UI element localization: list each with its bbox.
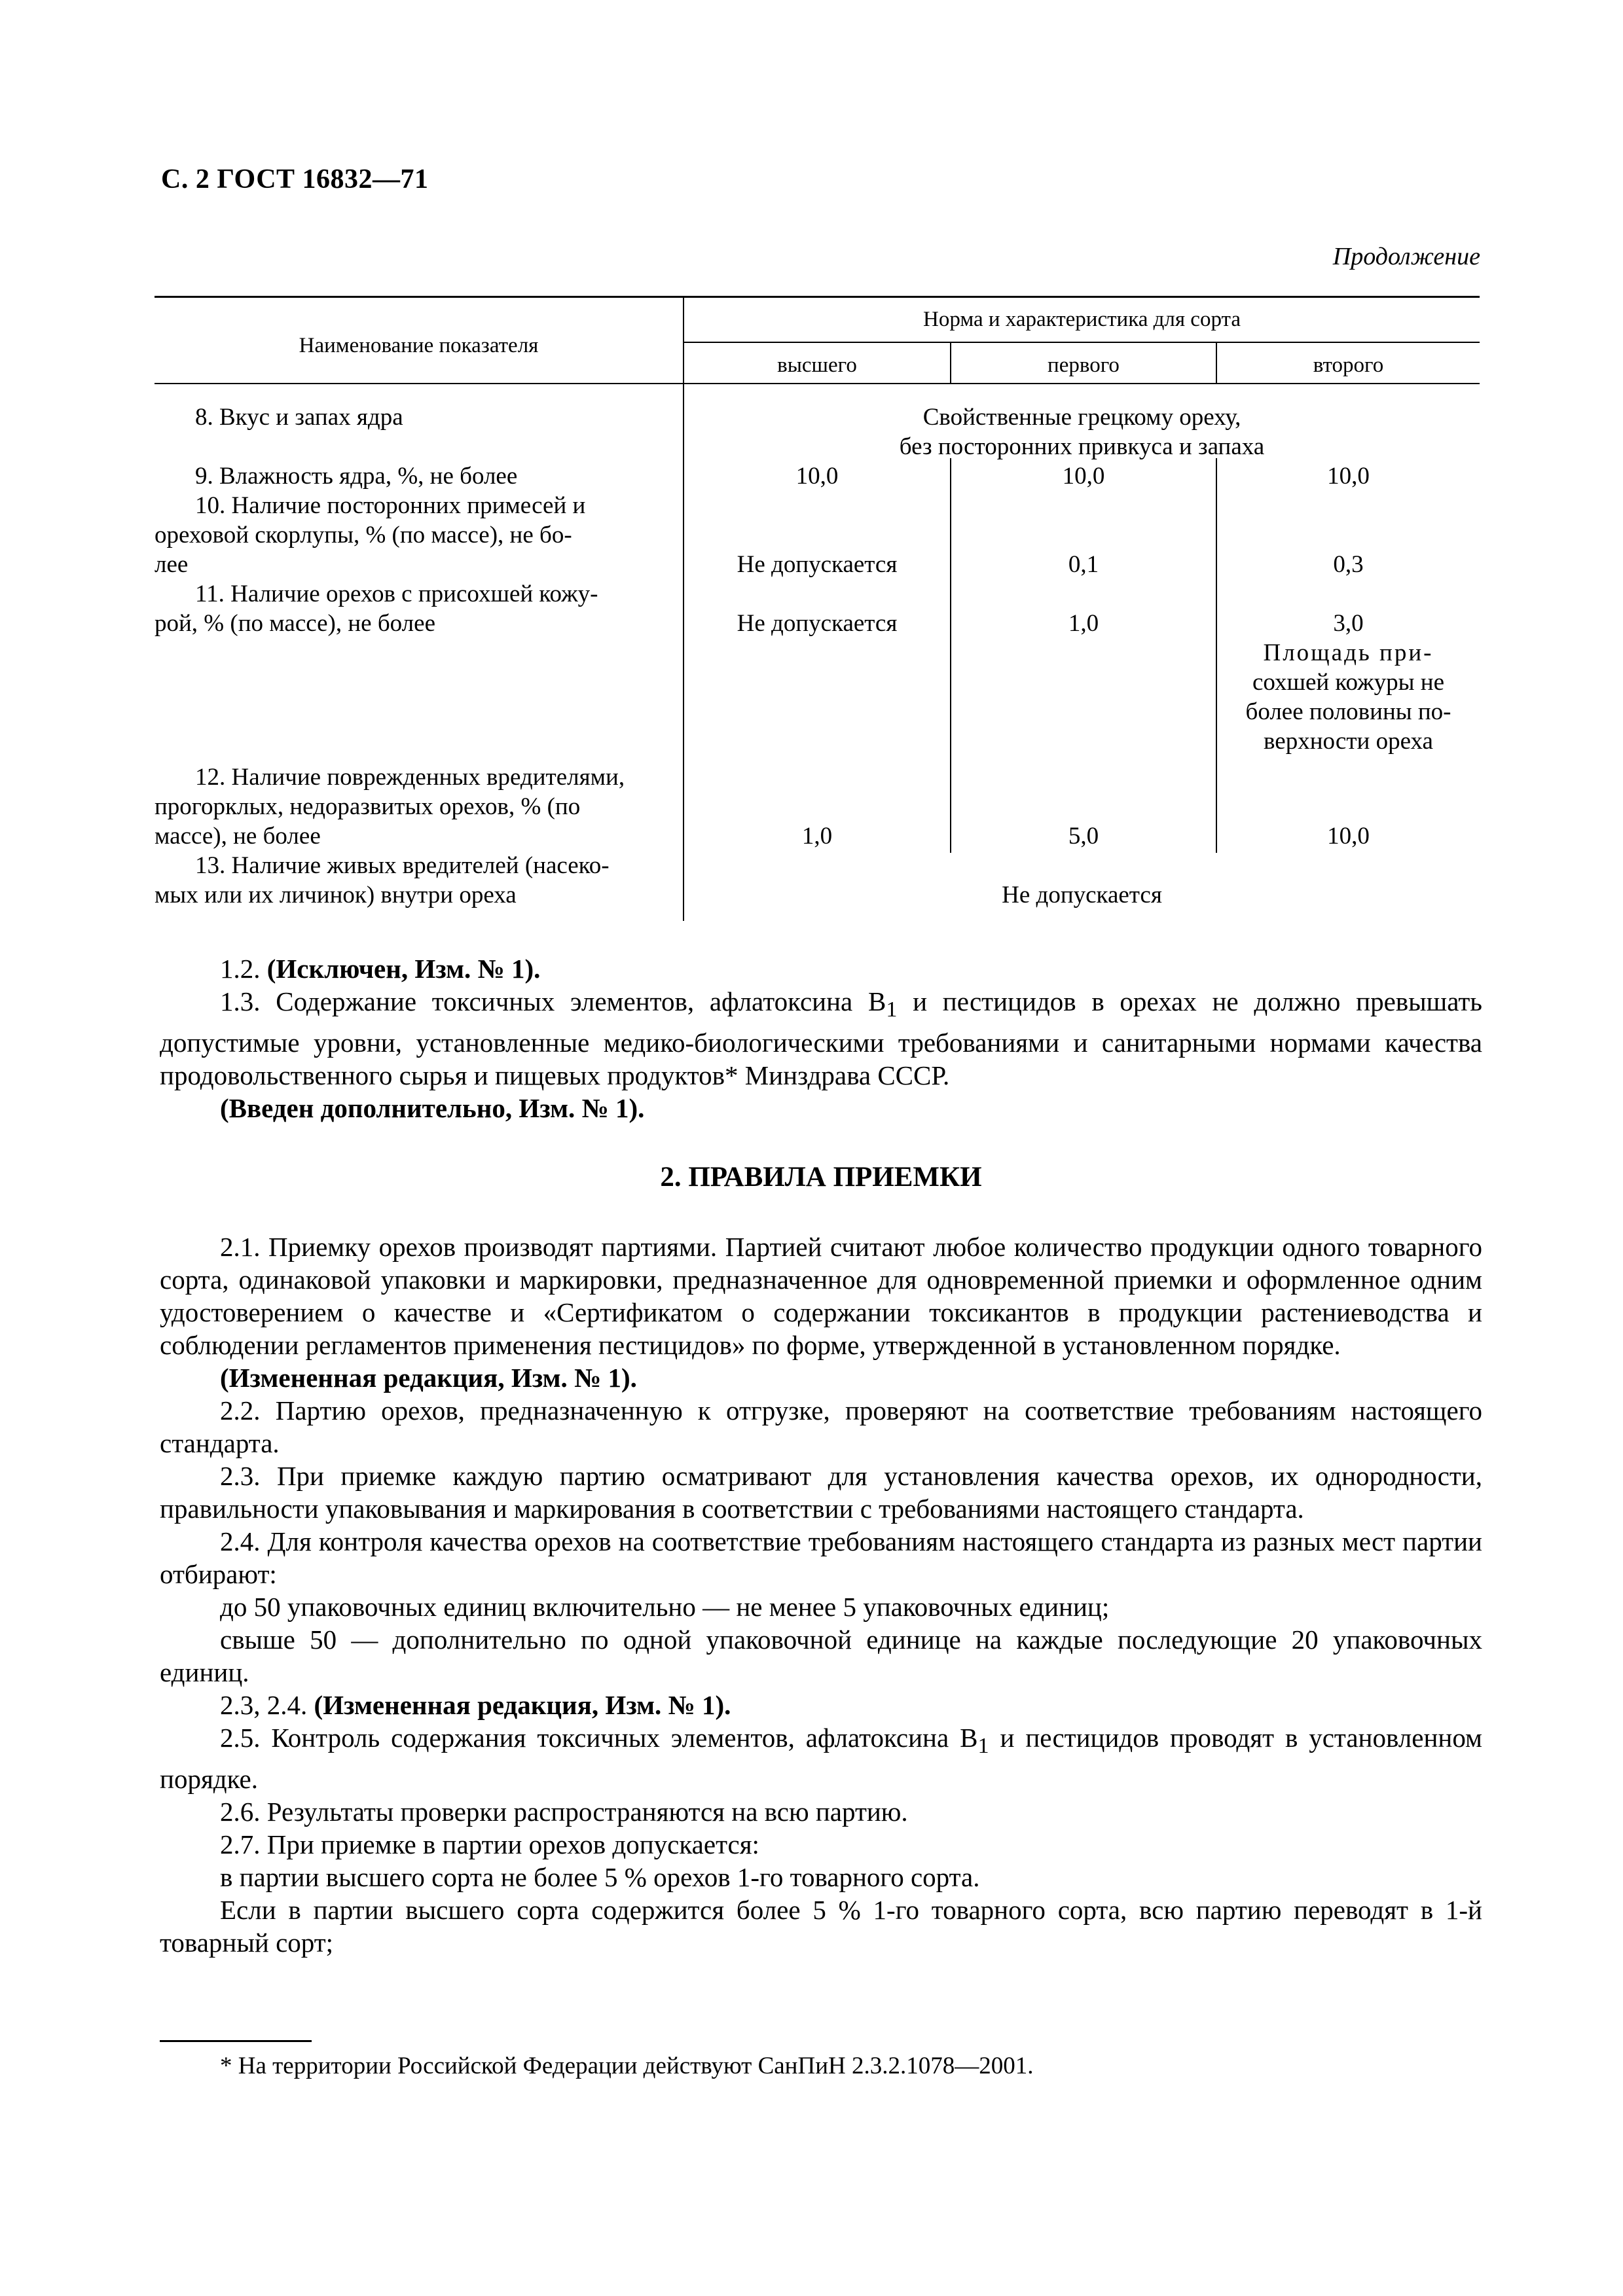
table-top-rule bbox=[155, 296, 1480, 298]
paragraph-2-4-a: до 50 упаковочных единиц включительно — не менее 5 упаковочных единиц; bbox=[220, 1592, 1110, 1623]
row12-name-line1: 12. Наличие поврежденных вредителями, bbox=[195, 764, 625, 791]
body-text bbox=[160, 952, 1482, 1959]
row13-name-line2: мых или их личинок) внутри ореха bbox=[155, 882, 517, 908]
paragraph-2-1-note: (Измененная редакция, Изм. № 1). bbox=[220, 1363, 637, 1393]
row10-second: 0,3 bbox=[1333, 551, 1364, 578]
row11-first: 1,0 bbox=[1068, 610, 1099, 637]
paragraph-1-2: 1.2. (Исключен, Изм. № 1). bbox=[220, 954, 541, 984]
row11-note-line2: сохшей кожуры не bbox=[1252, 669, 1445, 696]
paragraph-2-7: 2.7. При приемке в партии орехов допускается: bbox=[220, 1829, 759, 1860]
row10-name-line3: лее bbox=[155, 551, 189, 578]
row12-first: 5,0 bbox=[1068, 823, 1099, 850]
row9-first: 10,0 bbox=[1062, 463, 1105, 490]
paragraph-1-3: 1.3. Содержание токсичных элементов, афлатоксина $B_1$ и пестицидов в орехах не должно превышать допустимые уровни, установленные медико-биологическими требованиями и санитарными нормами качества продовольственного сырья и пищевых продуктов* Минздрава СССР. bbox=[160, 986, 1482, 1091]
row9-highest: 10,0 bbox=[795, 463, 839, 490]
grade-header-rule bbox=[684, 342, 1480, 343]
paragraph-2-2: 2.2. Партию орехов, предназначенную к отгрузке, проверяют на соответствие требованиям настоящего стандарта. bbox=[160, 1395, 1482, 1459]
grade-header-second: второго bbox=[1313, 353, 1384, 377]
grade-header-highest: высшего bbox=[777, 353, 857, 377]
row10-highest: Не допускается bbox=[737, 551, 898, 578]
row11-second: 3,0 bbox=[1333, 610, 1364, 637]
row11-name-line2: рой, % (по массе), не более bbox=[155, 610, 435, 637]
row11-note-line1: Площадь при- bbox=[1263, 639, 1434, 666]
continuation-label: Продолжение bbox=[1332, 243, 1480, 270]
quality-table bbox=[0, 0, 1623, 929]
row8-merged-line1: Свойственные грецкому ореху, bbox=[922, 404, 1241, 431]
header-bottom-rule bbox=[155, 383, 1480, 384]
row10-name-line2: ореховой скорлупы, % (по массе), не бо- bbox=[155, 522, 572, 548]
row10-name-line1: 10. Наличие посторонних примесей и bbox=[195, 492, 586, 519]
paragraph-2-3: 2.3. При приемке каждую партию осматривают для установления качества орехов, их однородности, правильности упаковывания и маркирования в соответствии с требованиями настоящего стандарта. bbox=[160, 1461, 1482, 1524]
page-header: С. 2 ГОСТ 16832—71 bbox=[161, 164, 429, 194]
paragraph-2-3-2-4-note: 2.3, 2.4. (Измененная редакция, Изм. № 1). bbox=[220, 1690, 731, 1721]
row12-name-line3: массе), не более bbox=[155, 823, 321, 850]
footnote-rule bbox=[160, 2040, 312, 2042]
row11-note-line3: более половины по- bbox=[1245, 698, 1451, 725]
row11-note-line4: верхности ореха bbox=[1264, 728, 1433, 755]
footnote: * На территории Российской Федерации действуют СанПиН 2.3.2.1078—2001. bbox=[220, 2053, 1034, 2079]
row13-merged: Не допускается bbox=[1002, 882, 1162, 908]
norm-column-header: Норма и характеристика для сорта bbox=[922, 308, 1241, 331]
row10-first: 0,1 bbox=[1068, 551, 1099, 578]
row12-name-line2: прогорклых, недоразвитых орехов, % (по bbox=[155, 793, 581, 820]
grade-header-first: первого bbox=[1048, 353, 1120, 377]
row9-name: 9. Влажность ядра, %, не более bbox=[195, 463, 518, 490]
section-2-heading: 2. ПРАВИЛА ПРИЕМКИ bbox=[660, 1162, 982, 1193]
row12-second: 10,0 bbox=[1327, 823, 1370, 850]
name-column-header: Наименование показателя bbox=[299, 334, 539, 357]
row13-name-line1: 13. Наличие живых вредителей (насеко- bbox=[195, 852, 610, 879]
paragraph-2-4-b: свыше 50 — дополнительно по одной упаковочной единице на каждые последующие 20 упаковочных единиц. bbox=[160, 1624, 1482, 1688]
paragraph-2-4: 2.4. Для контроля качества орехов на соответствие требованиям настоящего стандарта из разных мест партии отбирают: bbox=[160, 1526, 1482, 1590]
paragraph-2-7-a: в партии высшего сорта не более 5 % орехов 1-го товарного сорта. bbox=[220, 1862, 980, 1893]
row12-highest: 1,0 bbox=[801, 823, 833, 850]
row8-merged-line2: без посторонних привкуса и запаха bbox=[899, 433, 1265, 460]
row8-name: 8. Вкус и запах ядра bbox=[195, 404, 403, 431]
row11-name-line1: 11. Наличие орехов с присохшей кожу- bbox=[195, 581, 598, 607]
row9-second: 10,0 bbox=[1327, 463, 1370, 490]
paragraph-2-7-b: Если в партии высшего сорта содержится более 5 % 1-го товарного сорта, всю партию переводят в 1-й товарный сорт; bbox=[160, 1895, 1482, 1958]
paragraph-1-3-note: (Введен дополнительно, Изм. № 1). bbox=[220, 1093, 645, 1124]
paragraph-2-1: 2.1. Приемку орехов производят партиями. Партией считают любое количество продукции одного товарного сорта, одинаковой упаковки и маркировки, предназначенное для одновременной приемки и оформленное одним удостоверением о качестве и «Сертификатом о содержании токсикантов в продукции растениеводства и соблюдении регламентов применения пестицидов» по форме, утвержденной в установленном порядке. bbox=[160, 1232, 1482, 1361]
col-divider-2-body bbox=[950, 458, 951, 853]
paragraph-2-5: 2.5. Контроль содержания токсичных элементов, афлатоксина $B_1$ и пестицидов проводят в установленном порядке. bbox=[160, 1723, 1482, 1795]
row11-highest: Не допускается bbox=[737, 610, 898, 637]
paragraph-2-6: 2.6. Результаты проверки распространяются на всю партию. bbox=[220, 1797, 908, 1827]
